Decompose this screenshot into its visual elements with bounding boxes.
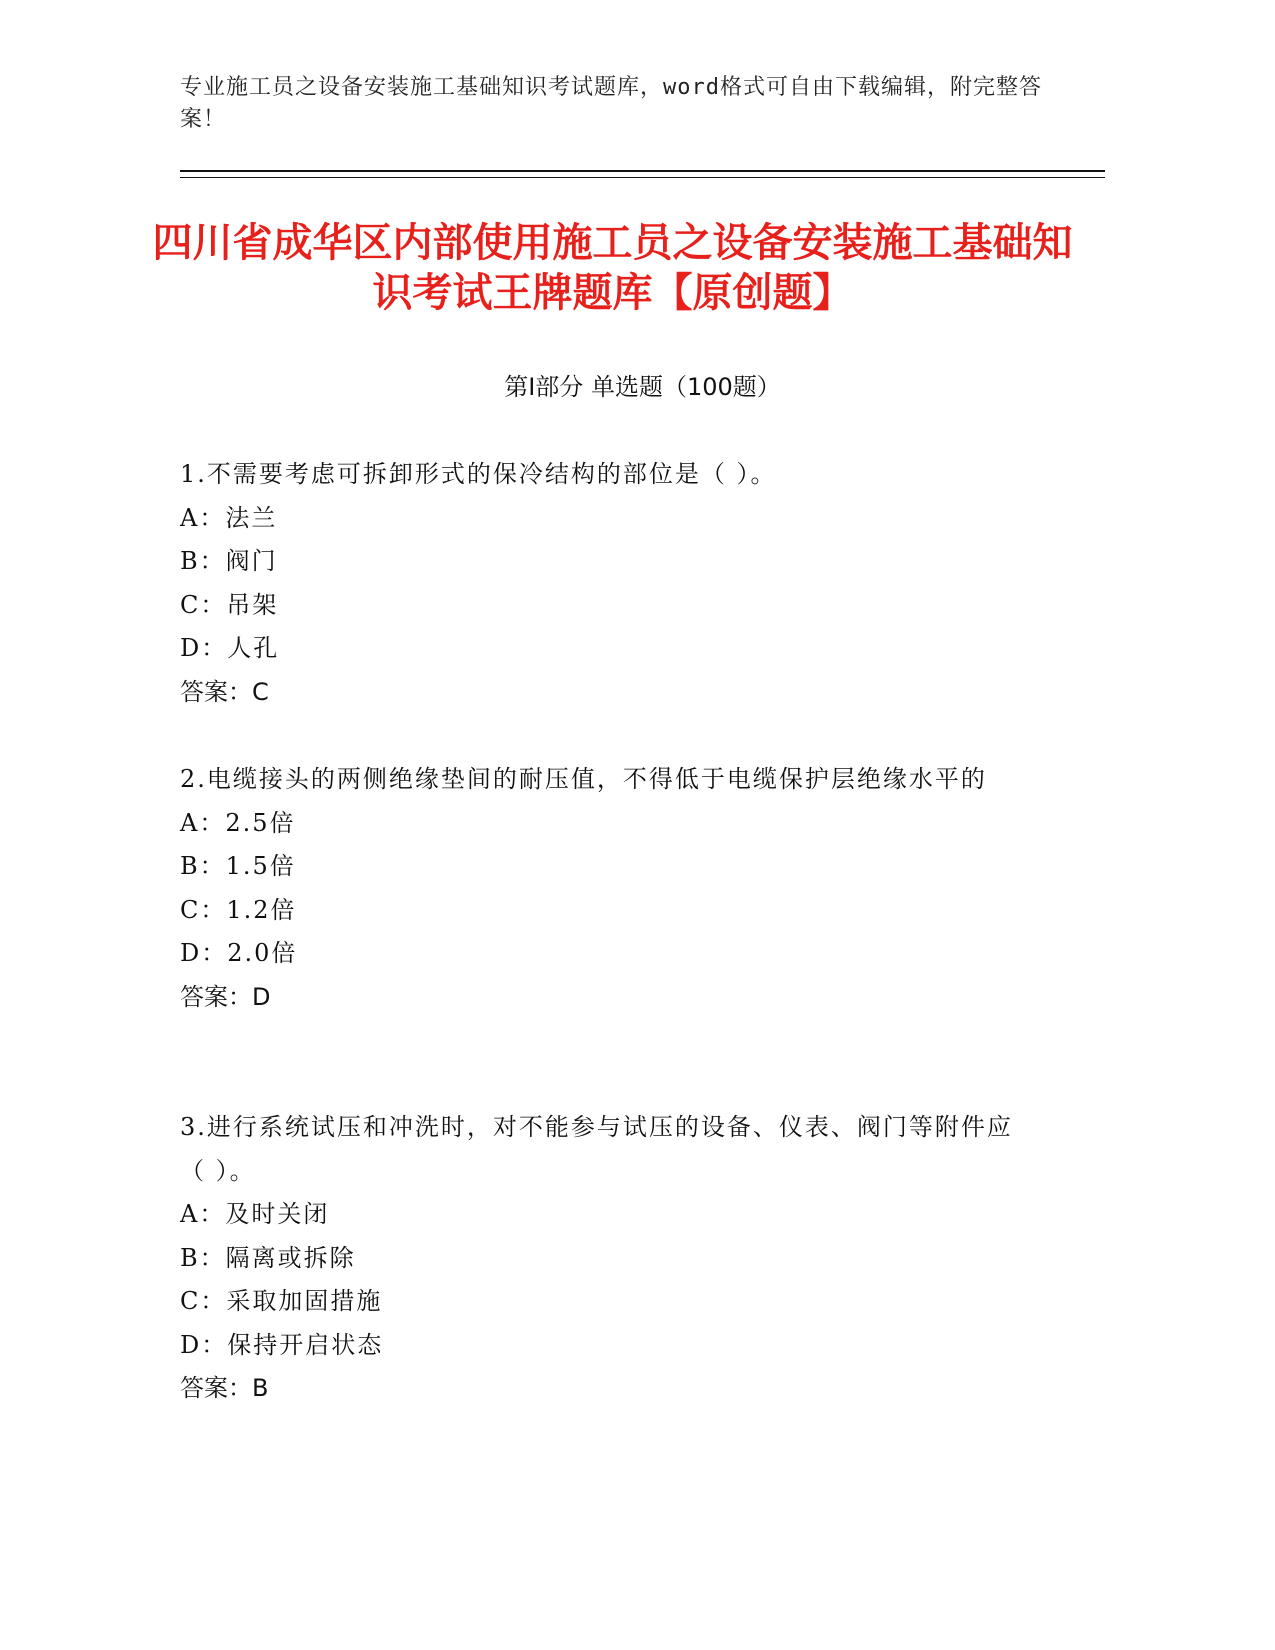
option-a: A：法兰 xyxy=(180,503,278,532)
section-heading: 第Ⅰ部分 单选题（100题） xyxy=(504,373,781,401)
header-note: 专业施工员之设备安装施工基础知识考试题库，word格式可自由下载编辑，附完整答案！ xyxy=(180,75,1042,132)
option-d: D：人孔 xyxy=(180,634,280,662)
answer: 答案：B xyxy=(180,1374,269,1402)
header-divider-thin xyxy=(180,177,1105,178)
document-title: 四川省成华区内部使用施工员之设备安装施工基础知识考试王牌题库【原创题】 xyxy=(152,220,1073,316)
option-c: C：吊架 xyxy=(180,590,279,619)
question-2 xyxy=(180,758,1030,1019)
option-b: B：阀门 xyxy=(180,547,278,575)
question-1 xyxy=(180,453,1030,714)
option-c: C：采取加固措施 xyxy=(180,1287,383,1315)
option-a: A：2.5倍 xyxy=(180,808,296,837)
question-stem: 2.电缆接头的两侧绝缘垫间的耐压值，不得低于电缆保护层绝缘水平的 xyxy=(180,765,987,793)
question-3 xyxy=(180,1106,1030,1411)
option-b: B：隔离或拆除 xyxy=(180,1243,356,1272)
question-stem: 3.进行系统试压和冲洗时，对不能参与试压的设备、仪表、阀门等附件应（ ）。 xyxy=(180,1113,1013,1185)
option-d: D：保持开启状态 xyxy=(180,1330,384,1359)
header-divider-thick xyxy=(180,170,1105,172)
answer: 答案：D xyxy=(180,982,271,1011)
option-d: D：2.0倍 xyxy=(180,939,298,967)
question-stem: 1.不需要考虑可拆卸形式的保冷结构的部位是（ ）。 xyxy=(180,460,777,488)
option-b: B：1.5倍 xyxy=(180,852,296,880)
option-a: A：及时关闭 xyxy=(180,1200,330,1228)
option-c: C：1.2倍 xyxy=(180,895,297,924)
answer: 答案：C xyxy=(180,677,269,706)
